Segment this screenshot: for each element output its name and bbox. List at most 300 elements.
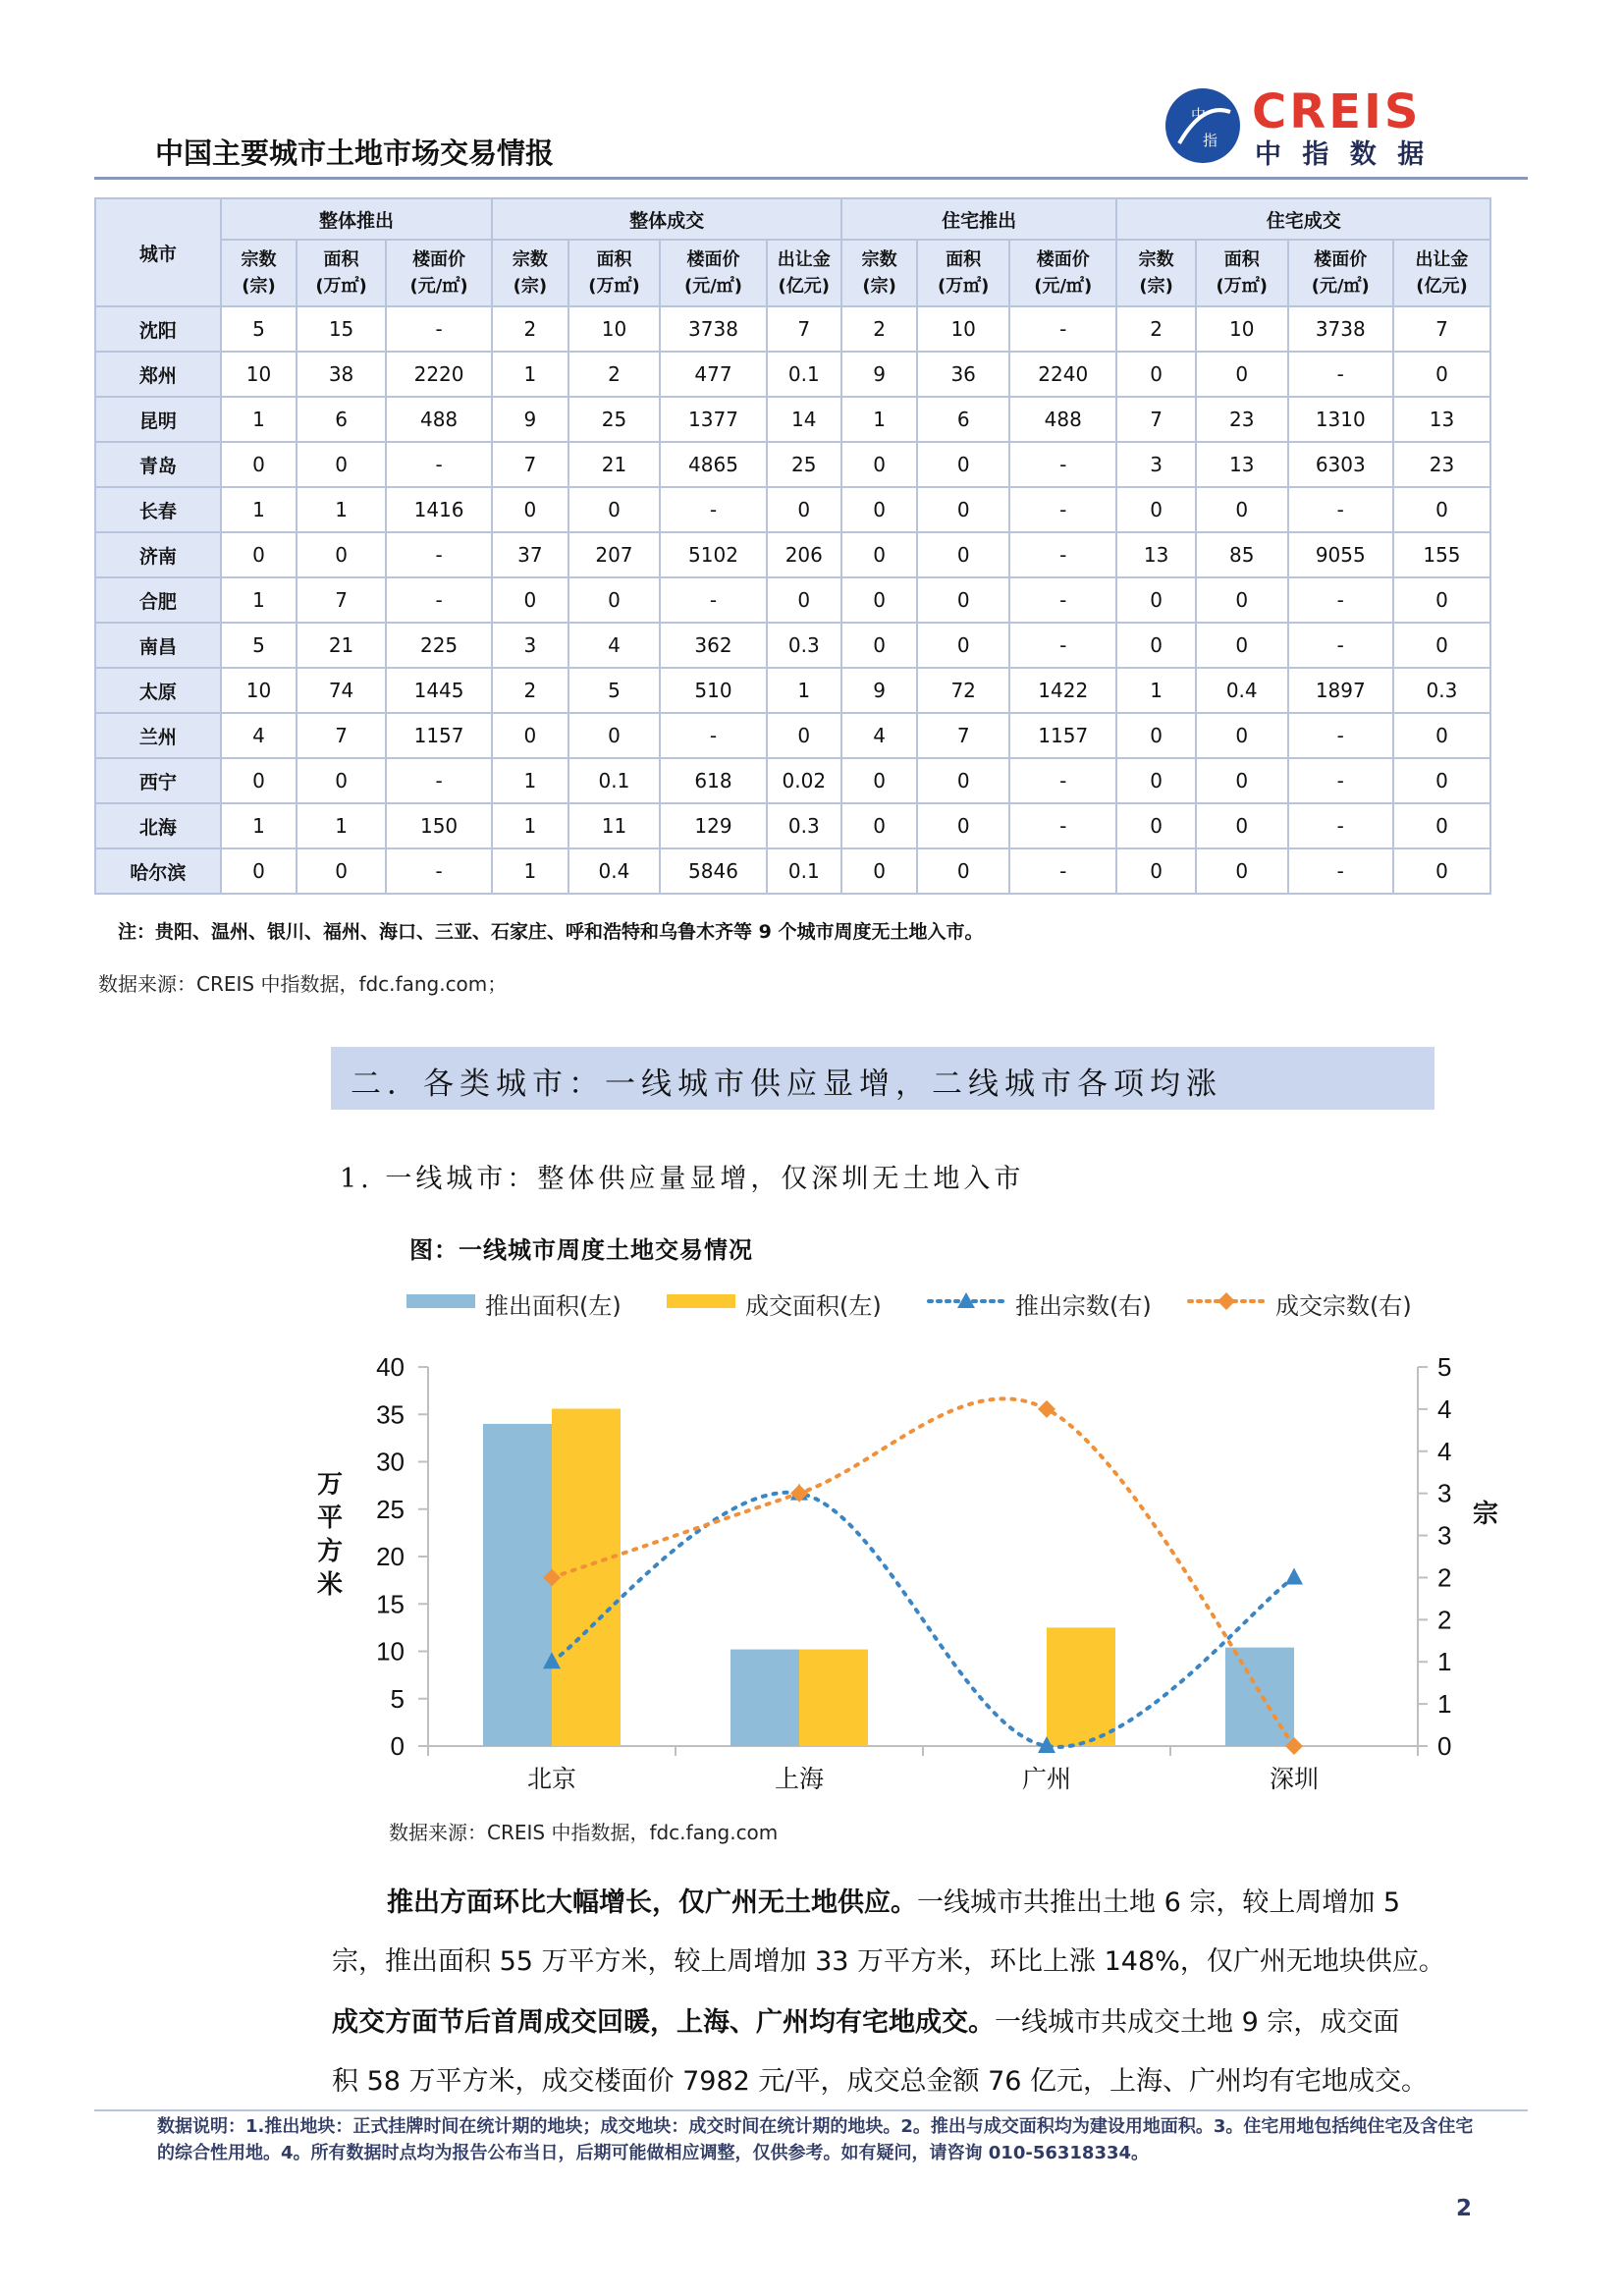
- table-cell: 21: [568, 442, 661, 487]
- y-tick-label-left: 40: [376, 1352, 405, 1382]
- logo-wordmark: CREIS: [1252, 84, 1422, 139]
- table-cell: 0: [297, 848, 386, 894]
- table-row: [95, 848, 1490, 894]
- legend-label-deal-area: 成交面积(左): [745, 1292, 882, 1320]
- table-cell: 150: [386, 803, 492, 848]
- table-cell: 488: [386, 397, 492, 442]
- table-cell: 0.4: [568, 848, 661, 894]
- table-cell: 10: [221, 668, 297, 713]
- y-axis-label-char: 方: [316, 1537, 344, 1566]
- section-banner-text: 二．各类城市：一线城市供应显增，二线城市各项均涨: [351, 1066, 1222, 1102]
- footer-divider: [94, 2109, 1528, 2111]
- table-row: [95, 803, 1490, 848]
- table-cell: 10: [568, 306, 661, 352]
- table-cell: 0: [1196, 577, 1288, 623]
- sub-header-7: [841, 240, 917, 306]
- table-cell: 0: [917, 623, 1009, 668]
- table-cell: 0: [1393, 803, 1490, 848]
- logo-subtext: 中 指 数 据: [1255, 139, 1431, 170]
- x-tick-label: 深圳: [1269, 1765, 1320, 1793]
- table-cell: 4: [841, 713, 917, 758]
- sub-header-label: 面积: [323, 249, 359, 270]
- marker-supply-count: [1285, 1567, 1303, 1584]
- sub-header-unit: (宗): [1139, 276, 1173, 297]
- y-tick-label-right: 2: [1437, 1605, 1452, 1635]
- table-cell: 0: [568, 577, 661, 623]
- line-supply-count: [552, 1493, 1294, 1747]
- paragraph-supply-line-1: 一线城市共推出土地 6 宗，较上周增加 5: [917, 1887, 1401, 1918]
- section-banner: [331, 1047, 1434, 1110]
- x-tick-label: 北京: [526, 1765, 577, 1793]
- table-cell: -: [660, 713, 766, 758]
- table-cell: 7: [1393, 306, 1490, 352]
- table-cell: 0: [1196, 713, 1288, 758]
- table-cell: 2: [841, 306, 917, 352]
- sub-header-12: [1288, 240, 1393, 306]
- table-cell: 0: [1116, 352, 1195, 397]
- y-tick-label-left: 20: [376, 1542, 405, 1571]
- table-cell: -: [1288, 352, 1393, 397]
- table-cell: 0: [297, 758, 386, 803]
- sub-header-unit: (亿元): [778, 276, 830, 297]
- table-cell: -: [1009, 487, 1116, 532]
- table-cell: 5: [568, 668, 661, 713]
- line-deal-count: [552, 1398, 1294, 1746]
- table-cell: 0: [568, 713, 661, 758]
- chart-legend: [406, 1286, 1487, 1320]
- table-cell: 74: [297, 668, 386, 713]
- sub-header-label: 出让金: [1415, 249, 1469, 270]
- table-cell: 37: [492, 532, 568, 577]
- table-cell: 25: [568, 397, 661, 442]
- x-tick-label: 广州: [1021, 1765, 1072, 1793]
- table-cell: -: [386, 442, 492, 487]
- table-cell: 13: [1393, 397, 1490, 442]
- y-tick-label-right: 4: [1437, 1394, 1452, 1424]
- marker-deal-count: [1038, 1400, 1055, 1418]
- table-cell: 10: [1196, 306, 1288, 352]
- sub-header-unit: (宗): [513, 276, 548, 297]
- table-cell: 0: [1196, 803, 1288, 848]
- table-cell: 7: [492, 442, 568, 487]
- table-cell: 1310: [1288, 397, 1393, 442]
- table-cell: 0: [917, 803, 1009, 848]
- table-cell: 1: [297, 487, 386, 532]
- bar-deal-area: [552, 1408, 621, 1746]
- table-cell: 4: [221, 713, 297, 758]
- group-header-residential-deal: 住宅成交: [1116, 198, 1490, 240]
- y-axis-label-char: 万: [316, 1470, 344, 1500]
- city-cell: 南昌: [95, 623, 221, 668]
- paragraph-supply: [332, 1874, 1481, 1992]
- y-tick-label-right: 0: [1437, 1731, 1452, 1761]
- legend-marker-supply-count: [927, 1286, 1005, 1316]
- table-row: [95, 487, 1490, 532]
- y-tick-label-right: 3: [1437, 1520, 1452, 1551]
- table-cell: -: [1288, 713, 1393, 758]
- table-cell: 1: [492, 803, 568, 848]
- land-transaction-table: [94, 197, 1491, 895]
- page-number: 2: [1456, 2196, 1473, 2221]
- table-cell: 0: [1116, 803, 1195, 848]
- land-transaction-table-container: [94, 197, 1491, 895]
- table-cell: 618: [660, 758, 766, 803]
- table-cell: -: [1288, 803, 1393, 848]
- table-cell: 3: [1116, 442, 1195, 487]
- table-cell: 23: [1196, 397, 1288, 442]
- sub-header-0: [221, 240, 297, 306]
- city-cell: 太原: [95, 668, 221, 713]
- table-row: [95, 352, 1490, 397]
- table-cell: 0: [917, 848, 1009, 894]
- sub-header-13: [1393, 240, 1490, 306]
- table-cell: 0: [1393, 848, 1490, 894]
- city-cell: 郑州: [95, 352, 221, 397]
- city-cell: 长春: [95, 487, 221, 532]
- table-cell: 510: [660, 668, 766, 713]
- table-cell: 0.02: [767, 758, 841, 803]
- table-cell: 9: [841, 668, 917, 713]
- paragraph-deal-line-2: 积 58 万平方米，成交楼面价 7982 元/平，成交总金额 76 亿元，上海、广州均有宅地成交。: [332, 2066, 1429, 2097]
- y-axis-label-char: 米: [316, 1570, 344, 1600]
- table-cell: 0: [841, 758, 917, 803]
- city-cell: 哈尔滨: [95, 848, 221, 894]
- table-cell: -: [386, 577, 492, 623]
- sub-header-label: 面积: [1223, 249, 1260, 270]
- table-cell: 0: [221, 442, 297, 487]
- page-header-title: 中国主要城市土地市场交易情报: [155, 137, 555, 170]
- y-tick-label-left: 30: [376, 1447, 405, 1477]
- table-cell: 0: [221, 532, 297, 577]
- table-cell: 1: [221, 397, 297, 442]
- table-cell: 1: [221, 577, 297, 623]
- header-divider: [94, 177, 1528, 180]
- table-cell: 0: [767, 487, 841, 532]
- city-cell: 合肥: [95, 577, 221, 623]
- table-cell: 0: [1116, 758, 1195, 803]
- table-cell: -: [386, 848, 492, 894]
- table-cell: 362: [660, 623, 766, 668]
- sub-header-unit: (元/㎡): [1034, 276, 1093, 297]
- table-cell: -: [1009, 848, 1116, 894]
- table-cell: 3738: [660, 306, 766, 352]
- table-cell: 0: [917, 487, 1009, 532]
- sub-header-8: [917, 240, 1009, 306]
- sub-header-11: [1196, 240, 1288, 306]
- table-cell: 1: [1116, 668, 1195, 713]
- table-cell: 0: [297, 442, 386, 487]
- table-cell: 1445: [386, 668, 492, 713]
- paragraph-deal: [332, 1994, 1481, 2111]
- sub-header-label: 面积: [946, 249, 982, 270]
- legend-label-supply-count: 推出宗数(右): [1015, 1292, 1152, 1320]
- creis-logo: [1162, 82, 1476, 171]
- sub-header-unit: (万㎡): [588, 276, 640, 297]
- table-cell: 0: [221, 848, 297, 894]
- table-cell: 1: [492, 352, 568, 397]
- table-cell: 2: [492, 306, 568, 352]
- sub-header-unit: (万㎡): [1216, 276, 1268, 297]
- legend-label-supply-area: 推出面积(左): [485, 1292, 622, 1320]
- table-cell: 5102: [660, 532, 766, 577]
- logo-seal-char-1: 中: [1191, 106, 1207, 124]
- table-cell: 0: [297, 532, 386, 577]
- logo-seal-char-2: 指: [1203, 132, 1218, 149]
- table-cell: 2: [1116, 306, 1195, 352]
- table-cell: 0: [841, 623, 917, 668]
- table-cell: 6303: [1288, 442, 1393, 487]
- table-cell: 0: [1393, 713, 1490, 758]
- table-cell: 5846: [660, 848, 766, 894]
- x-tick-label: 上海: [774, 1765, 825, 1793]
- table-cell: 6: [297, 397, 386, 442]
- table-cell: 0: [917, 532, 1009, 577]
- sub-header-1: [297, 240, 386, 306]
- y-tick-label-right: 4: [1437, 1436, 1452, 1466]
- table-cell: 0: [841, 487, 917, 532]
- table-cell: 0.3: [1393, 668, 1490, 713]
- table-cell: 0: [1196, 848, 1288, 894]
- table-cell: 0: [1393, 352, 1490, 397]
- table-cell: -: [1288, 577, 1393, 623]
- table-cell: 0.1: [568, 758, 661, 803]
- table-cell: 0: [492, 577, 568, 623]
- table-cell: 14: [767, 397, 841, 442]
- table-cell: 3: [492, 623, 568, 668]
- table-cell: 0: [1196, 758, 1288, 803]
- table-cell: 0: [1116, 577, 1195, 623]
- table-cell: 0: [841, 532, 917, 577]
- table-cell: 0: [1116, 848, 1195, 894]
- table-cell: 0: [841, 803, 917, 848]
- table-data-source: 数据来源：CREIS 中指数据，fdc.fang.com；: [98, 972, 508, 996]
- table-cell: 1: [297, 803, 386, 848]
- table-cell: 1: [221, 487, 297, 532]
- table-cell: 129: [660, 803, 766, 848]
- table-cell: 225: [386, 623, 492, 668]
- table-cell: 0.1: [767, 848, 841, 894]
- table-cell: 0: [568, 487, 661, 532]
- table-cell: 0: [1393, 577, 1490, 623]
- table-cell: -: [1009, 442, 1116, 487]
- table-cell: 0: [917, 577, 1009, 623]
- table-cell: 85: [1196, 532, 1288, 577]
- table-cell: 488: [1009, 397, 1116, 442]
- sub-header-10: [1116, 240, 1195, 306]
- paragraph-supply-lead: 推出方面环比大幅增长，仅广州无土地供应。: [387, 1887, 917, 1918]
- city-cell: 青岛: [95, 442, 221, 487]
- table-cell: 6: [917, 397, 1009, 442]
- y-tick-label-right: 2: [1437, 1562, 1452, 1593]
- table-cell: 0: [1393, 487, 1490, 532]
- table-cell: -: [386, 532, 492, 577]
- sub-header-label: 楼面价: [412, 249, 466, 270]
- table-cell: 1416: [386, 487, 492, 532]
- table-cell: 1: [767, 668, 841, 713]
- bar-supply-area: [483, 1424, 552, 1746]
- table-cell: 0: [492, 487, 568, 532]
- y-tick-label-left: 25: [376, 1494, 405, 1524]
- sub-header-4: [568, 240, 661, 306]
- sub-header-label: 楼面价: [1036, 249, 1090, 270]
- table-cell: -: [1009, 306, 1116, 352]
- y-tick-label-left: 5: [390, 1683, 405, 1714]
- table-cell: -: [1288, 487, 1393, 532]
- table-cell: 2220: [386, 352, 492, 397]
- table-cell: 1157: [1009, 713, 1116, 758]
- table-cell: -: [1009, 623, 1116, 668]
- table-cell: 15: [297, 306, 386, 352]
- y2-axis-label: 宗: [1472, 1500, 1499, 1529]
- table-cell: 13: [1196, 442, 1288, 487]
- table-cell: -: [1009, 758, 1116, 803]
- table-cell: 2: [568, 352, 661, 397]
- y-tick-label-left: 15: [376, 1589, 405, 1619]
- table-cell: 5: [221, 623, 297, 668]
- sub-header-unit: (万㎡): [315, 276, 367, 297]
- table-cell: 1: [841, 397, 917, 442]
- table-row: [95, 442, 1490, 487]
- table-cell: 0: [767, 713, 841, 758]
- table-cell: -: [660, 577, 766, 623]
- table-cell: 7: [1116, 397, 1195, 442]
- y-tick-label-right: 3: [1437, 1478, 1452, 1508]
- sub-header-label: 出让金: [777, 249, 831, 270]
- table-row: [95, 397, 1490, 442]
- table-cell: 4: [568, 623, 661, 668]
- table-cell: 5: [221, 306, 297, 352]
- table-cell: 38: [297, 352, 386, 397]
- y-tick-label-right: 1: [1437, 1647, 1452, 1677]
- table-cell: 0: [841, 442, 917, 487]
- sub-header-label: 宗数: [241, 249, 277, 270]
- table-cell: -: [1009, 803, 1116, 848]
- table-cell: 0: [221, 758, 297, 803]
- table-cell: 0.3: [767, 803, 841, 848]
- table-cell: 206: [767, 532, 841, 577]
- table-cell: 155: [1393, 532, 1490, 577]
- table-row: [95, 532, 1490, 577]
- sub-header-5: [660, 240, 766, 306]
- table-cell: 0: [1393, 758, 1490, 803]
- city-cell: 西宁: [95, 758, 221, 803]
- table-cell: 11: [568, 803, 661, 848]
- table-cell: 0: [1116, 487, 1195, 532]
- table-cell: 0: [767, 577, 841, 623]
- table-cell: 25: [767, 442, 841, 487]
- table-cell: 477: [660, 352, 766, 397]
- y-tick-label-right: 5: [1437, 1352, 1452, 1382]
- figure-title: 图：一线城市周度土地交易情况: [409, 1236, 753, 1264]
- city-cell: 昆明: [95, 397, 221, 442]
- table-cell: 0: [841, 577, 917, 623]
- table-cell: 13: [1116, 532, 1195, 577]
- sub-header-unit: (宗): [242, 276, 276, 297]
- table-cell: 0: [1196, 352, 1288, 397]
- sub-header-unit: (元/㎡): [1311, 276, 1370, 297]
- legend-label-deal-count: 成交宗数(右): [1275, 1292, 1412, 1320]
- sub-header-unit: (万㎡): [937, 276, 990, 297]
- table-cell: 9: [841, 352, 917, 397]
- table-row: [95, 306, 1490, 352]
- first-tier-city-land-chart: [314, 1345, 1532, 1807]
- table-cell: 1897: [1288, 668, 1393, 713]
- table-cell: 0.1: [767, 352, 841, 397]
- table-cell: -: [1288, 848, 1393, 894]
- y-tick-label-left: 0: [390, 1731, 405, 1761]
- table-cell: 21: [297, 623, 386, 668]
- sub-header-unit: (元/㎡): [409, 276, 468, 297]
- table-row: [95, 668, 1490, 713]
- sub-header-label: 面积: [596, 249, 632, 270]
- table-cell: 23: [1393, 442, 1490, 487]
- logo-seal-circle: [1165, 88, 1240, 163]
- table-cell: 0: [841, 848, 917, 894]
- table-cell: -: [1009, 577, 1116, 623]
- table-cell: -: [1009, 532, 1116, 577]
- table-cell: 1157: [386, 713, 492, 758]
- table-cell: 2: [492, 668, 568, 713]
- sub-header-label: 楼面价: [686, 249, 740, 270]
- table-cell: 9055: [1288, 532, 1393, 577]
- table-cell: 36: [917, 352, 1009, 397]
- bar-supply-area: [1225, 1648, 1294, 1746]
- table-cell: 7: [297, 713, 386, 758]
- table-cell: 10: [917, 306, 1009, 352]
- bar-deal-area: [1047, 1627, 1115, 1746]
- table-cell: -: [1288, 758, 1393, 803]
- table-row: [95, 623, 1490, 668]
- table-cell: 2240: [1009, 352, 1116, 397]
- table-cell: 10: [221, 352, 297, 397]
- group-header-overall-deal: 整体成交: [492, 198, 841, 240]
- table-cell: 7: [297, 577, 386, 623]
- legend-swatch-supply-area: [406, 1294, 475, 1308]
- table-cell: 0: [917, 758, 1009, 803]
- table-cell: 72: [917, 668, 1009, 713]
- legend-marker-deal-count: [1187, 1286, 1266, 1316]
- table-cell: 3738: [1288, 306, 1393, 352]
- table-cell: -: [1288, 623, 1393, 668]
- city-column-header: 城市: [95, 198, 221, 306]
- table-cell: 0: [1116, 623, 1195, 668]
- sub-header-9: [1009, 240, 1116, 306]
- paragraph-deal-lead: 成交方面节后首周成交回暖，上海、广州均有宅地成交。: [332, 2007, 995, 2038]
- data-footnote: 数据说明：1.推出地块：正式挂牌时间在统计期的地块；成交地块：成交时间在统计期的地块。2。推出与成交面积均为建设用地面积。3。住宅用地包括纯住宅及含住宅的综合性用地。4。所有数据时点均为报告公布当日，后期可能做相应调整，仅供参考。如有疑问，请咨询 010-56318334。: [157, 2116, 1474, 2163]
- sub-header-label: 宗数: [1138, 249, 1174, 270]
- table-cell: 0: [492, 713, 568, 758]
- city-cell: 沈阳: [95, 306, 221, 352]
- city-cell: 济南: [95, 532, 221, 577]
- table-cell: 1: [492, 758, 568, 803]
- table-cell: 1422: [1009, 668, 1116, 713]
- table-note: 注：贵阳、温州、银川、福州、海口、三亚、石家庄、呼和浩特和乌鲁木齐等 9 个城市周度无土地入市。: [118, 921, 984, 943]
- sub-header-unit: (亿元): [1416, 276, 1468, 297]
- paragraph-deal-line-1: 一线城市共成交土地 9 宗，成交面: [995, 2007, 1400, 2038]
- table-cell: -: [386, 758, 492, 803]
- sub-header-unit: (宗): [862, 276, 896, 297]
- table-row: [95, 713, 1490, 758]
- legend-swatch-deal-area: [667, 1294, 735, 1308]
- table-cell: -: [660, 487, 766, 532]
- table-cell: 207: [568, 532, 661, 577]
- chart-data-source: 数据来源：CREIS 中指数据，fdc.fang.com: [389, 1821, 779, 1844]
- table-cell: 0: [917, 442, 1009, 487]
- table-row: [95, 577, 1490, 623]
- table-cell: 0.4: [1196, 668, 1288, 713]
- table-cell: 4865: [660, 442, 766, 487]
- bar-deal-area: [799, 1650, 868, 1746]
